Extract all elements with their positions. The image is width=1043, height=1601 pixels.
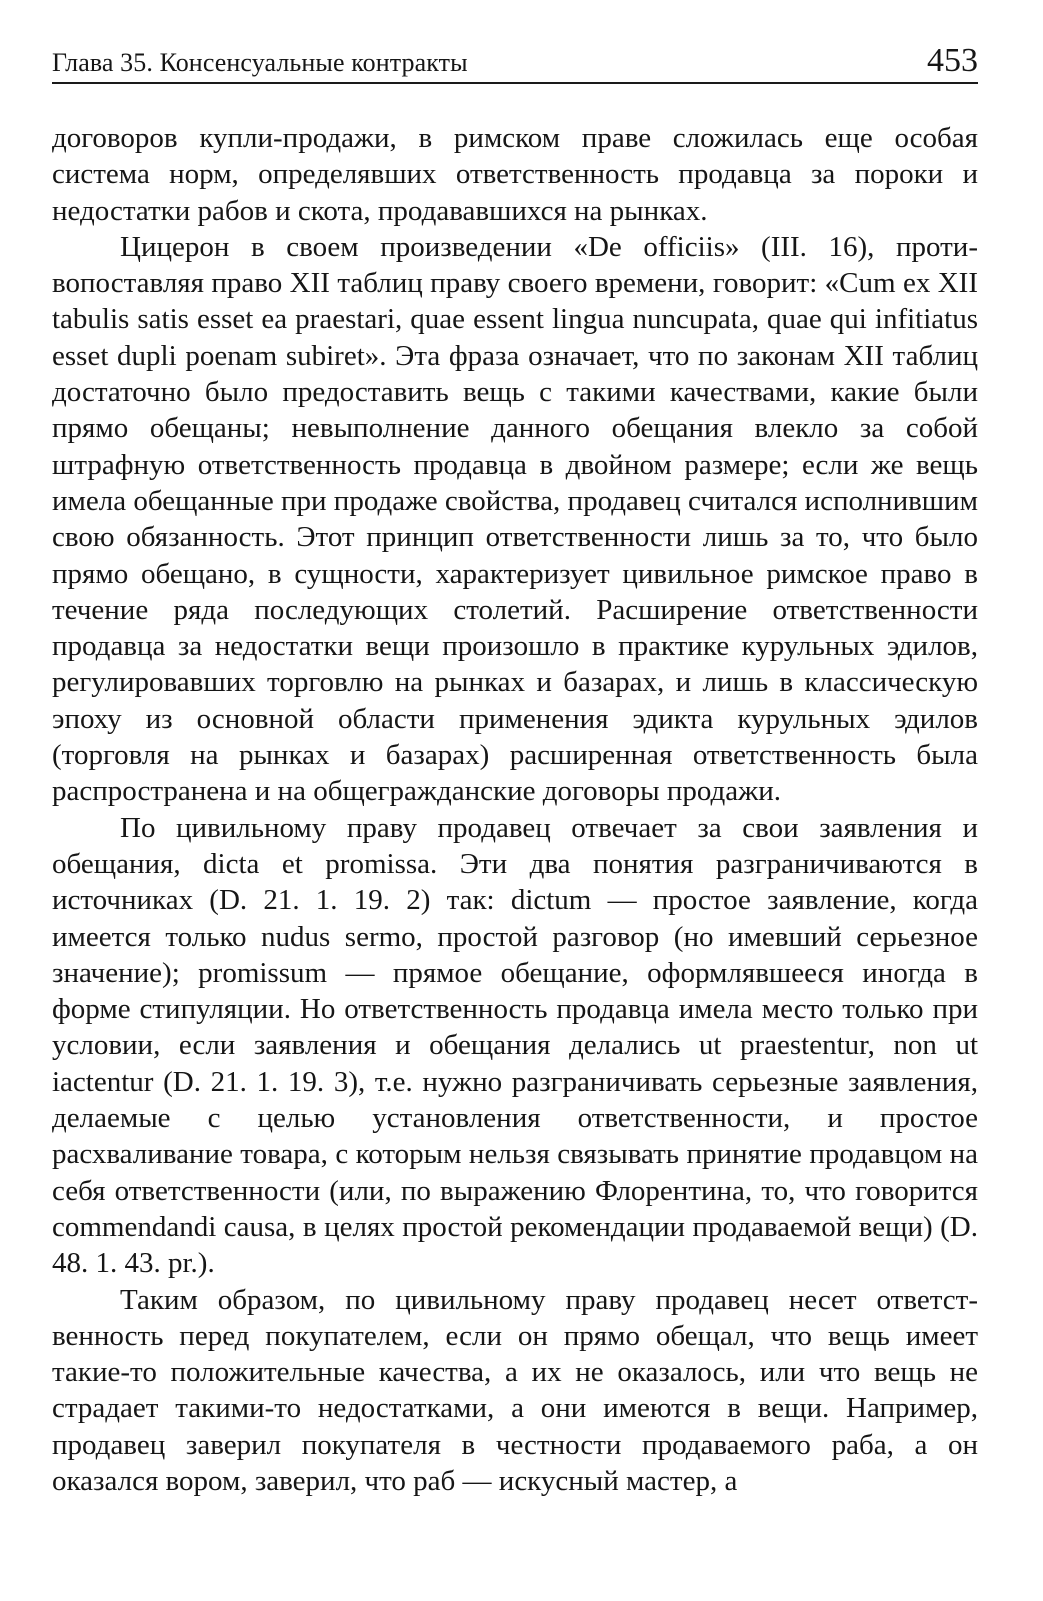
book-page: [52, 38, 978, 1499]
paragraph-continuation: договоров купли-продажи, в римском праве сложилась еще особая система норм, определявших ответственность продавца за пороки и недостатки рабов и скота, продававшихся на рынках.: [52, 122, 978, 227]
running-header: [52, 38, 978, 84]
paragraph-dicta-promissa: По цивильному праву продавец отвечает за свои заявления и обещания, dicta et promissa. Эти два понятия разграничиваются в источниках (D. 21. 1. 19. 2) так: dictum — простое заявление, когда имеется только nudus sermo, простой разговор (но имевший серьезное значение); promissum — прямое обещание, оформлявшееся иногда в форме стипуляции. Но ответственность продавца имела место только при условии, если заявления и обещания делались ut praestentur, non ut iactentur (D. 21. 1. 19. 3), т.е. нужно разграничивать серьезные заявления, делаемые с целью установления ответственности, и простое расхваливание товара, с которым нельзя связывать принятие продавцом на себя ответственности (или, по выражению Флорентина, то, что говорится commendandi causa, в целях простой рекомендации продаваемой вещи) (D. 48. 1. 43. pr.).: [52, 811, 978, 1280]
paragraph-cicero: Цицерон в своем произведении «De officiis» (III. 16), противопоставляя право XII таблиц праву своего времени, говорит: «Cum ex XII tabulis satis esset ea praestari, quae essent lingua nuncupata, quae qui infitiatus esset dupli poenam subiret». Эта фраза означает, что по законам XII таблиц достаточно было предоставить вещь с такими качествами, какие были прямо обещаны; невыполнение данного обещания влекло за собой штрафную ответственность продавца в двойном размере; если же вещь имела обещанные при продаже свойства, продавец считался исполнившим свою обязанность. Этот принцип ответственности лишь за то, что было прямо обещано, в сущности, характеризует цивильное римское право в течение ряда последующих столетий. Расширение ответственности продавца за недостатки вещи произошло в практике курульных эдилов, регулировавших торговлю на рынках и базарах, и лишь в классическую эпоху из основной области применения эдикта курульных эдилов (торговля на рынках и базарах) расширенная ответственность была распространена и на общегражданские договоры продажи.: [52, 230, 978, 808]
paragraph-summary: Таким образом, по цивильному праву продавец несет ответственность перед покупателем, если он прямо обещал, что вещь имеет такие-то положительные качества, а их не оказалось, или что вещь не страдает такими-то недостатками, а они имеются в вещи. Например, продавец заверил покупателя в честности продаваемого раба, а он оказался вором, заверил, что раб — искусный мастер, а: [52, 1283, 978, 1497]
page-number: 453: [927, 42, 978, 79]
body-text: [52, 120, 978, 1499]
chapter-title: Глава 35. Консенсуальные контракты: [52, 48, 468, 77]
